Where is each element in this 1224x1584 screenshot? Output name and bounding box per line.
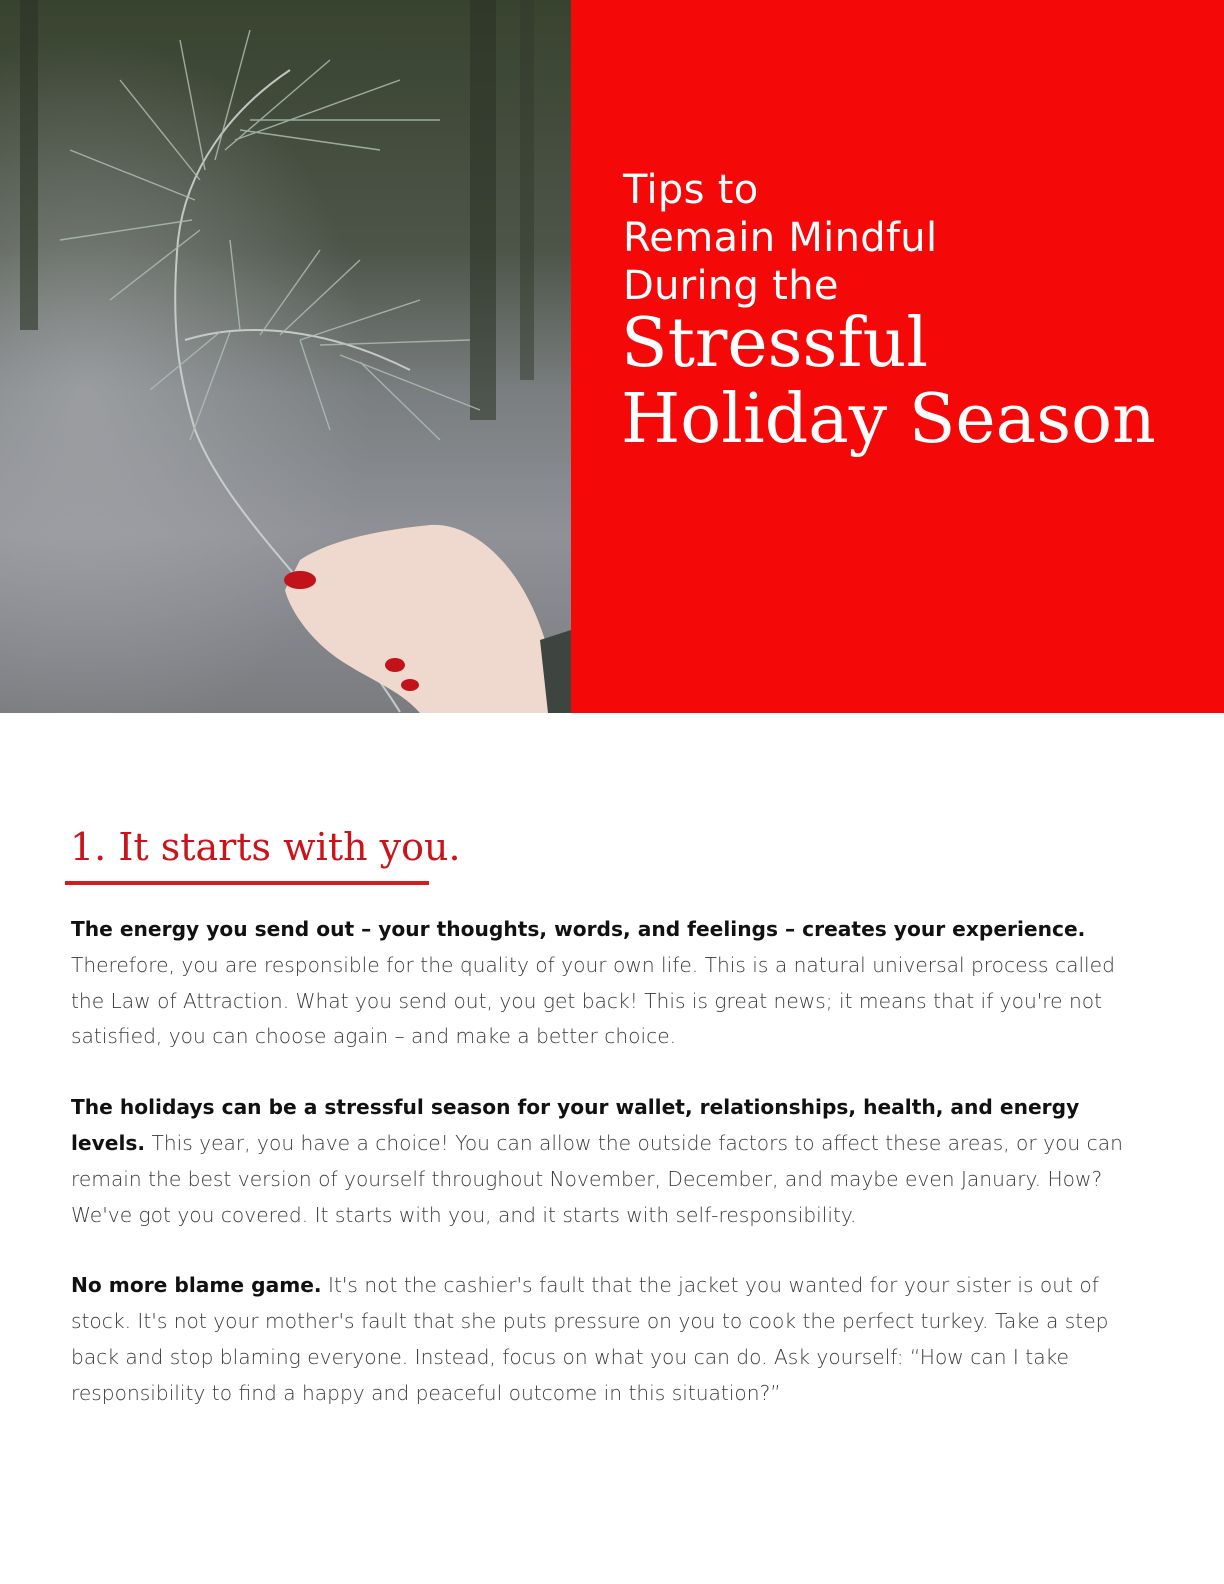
paragraph	[71, 912, 1146, 1055]
paragraph-text: It's not the cashier's fault that the jacket you wanted for your sister is out of stock. It's not your mother's fault that she puts pressure on you to cook the perfect turkey. Take a step back and stop blaming everyone. Instead, focus on what you can do. Ask yourself: “How can I take responsibility to find a happy and peaceful outcome in this situation?”	[71, 1273, 1109, 1405]
title-line: During the	[623, 263, 839, 309]
pine-branch-photo	[0, 0, 571, 713]
paragraph-lead: The energy you send out – your thoughts, words, and feelings – creates your experience.	[71, 917, 1086, 941]
title-emphasis	[621, 306, 1156, 458]
body-text	[71, 912, 1146, 1447]
title-line: Remain Mindful	[623, 215, 938, 261]
section-heading: 1. It starts with you.	[70, 825, 461, 869]
paragraph	[71, 1090, 1146, 1233]
paragraph-text: Therefore, you are responsible for the quality of your own life. This is a natural universal process called the Law of Attraction. What you send out, you get back! This is great news; it means that if you're not satisfied, you can choose again – and make a better choice.	[71, 952, 1115, 1049]
paragraph-lead: The holidays can be a stressful season for your wallet, relationships, health, and energy levels.	[71, 1095, 1080, 1155]
hero-photo	[0, 0, 571, 713]
heading-underline	[65, 881, 429, 885]
paragraph-lead: No more blame game.	[71, 1273, 322, 1298]
title-lead	[623, 166, 937, 310]
title-line: Stressful	[621, 304, 929, 383]
paragraph-text: This year, you have a choice! You can allow the outside factors to affect these areas, or you can remain the best version of yourself throughout November, December, and maybe even January. How? We've got you covered. It starts with you, and it starts with self-responsibility.	[71, 1130, 1123, 1227]
title-line: Tips to	[623, 167, 759, 213]
paragraph	[71, 1268, 1146, 1411]
title-line: Holiday Season	[621, 380, 1156, 459]
